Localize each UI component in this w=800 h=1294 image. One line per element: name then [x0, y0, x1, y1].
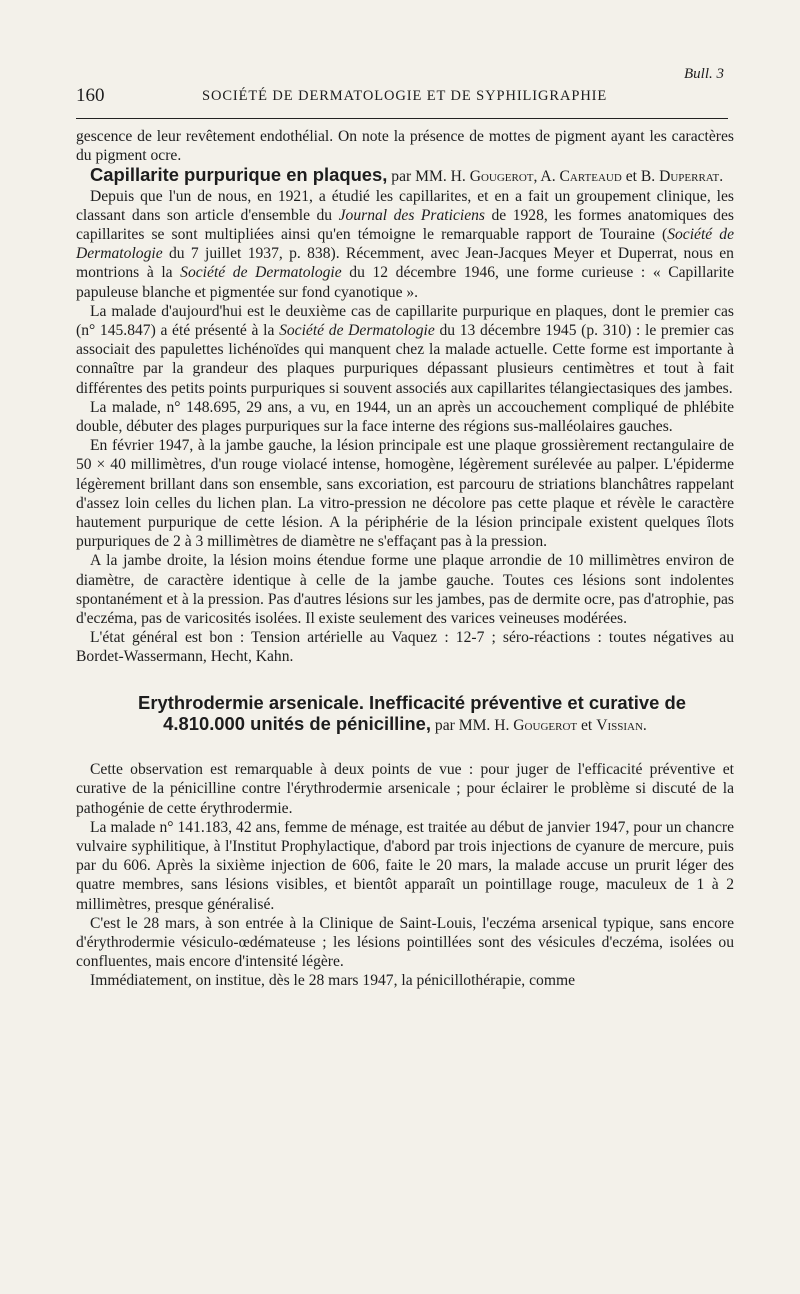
article1-title: Capillarite purpurique en plaques, — [90, 164, 388, 186]
text-run: du 7 juillet 1937, p. 838). Récemment, avec Jean-Jacques Meyer et Duperrat, nous en montrions à la — [76, 245, 734, 282]
article1-sep2: et B. — [625, 168, 656, 186]
article1-author3: Duperrat — [659, 168, 720, 186]
article1-author1: Gougerot — [469, 168, 534, 186]
article2-sep1: et — [581, 716, 593, 734]
article1-author2: Carteaud — [559, 168, 622, 186]
article2-authors-prefix: par MM. H. — [434, 716, 510, 734]
article1-end: . — [719, 168, 724, 186]
text-run: de 1928, les formes anatomiques des capillarites se sont multipliées ainsi qu'en témoigne le remarquable rapport de Touraine ( — [76, 206, 734, 244]
running-title: SOCIÉTÉ DE DERMATOLOGIE ET DE SYPHILIGRAPHIE — [202, 88, 608, 104]
article1-paragraph-2 — [76, 302, 734, 398]
intro-paragraph: gescence de leur revêtement endothélial. On note la présence de mottes de pigment ayant les caractères du pigment ocre. — [76, 128, 734, 165]
bulletin-annotation: Bull. 3 — [684, 66, 724, 82]
article2-paragraph-3: C'est le 28 mars, à son entrée à la Clinique de Saint-Louis, l'eczéma arsenical typique, sans encore d'érythrodermie vésiculo-œdémateuse ; les lésions pointillées sont des vésicules d'eczéma, isolées ou confluentes, mais encore d'intensité légère. — [76, 914, 734, 971]
text-run: du 12 décembre 1946, une forme curieuse : « Capillarite papuleuse blanche et pigmentée sur fond cyanotique ». — [76, 264, 735, 301]
article2-title-line2: 4.810.000 unités de pénicilline, — [163, 712, 431, 734]
header-rule — [76, 118, 728, 119]
text-run: La malade d'aujourd'hui est le deuxième cas de capillarite purpurique en plaques, dont le premier cas (n° 145.847) a été présenté à la — [76, 302, 734, 340]
page-body — [76, 127, 734, 991]
article1-paragraph-6: L'état général est bon : Tension artérielle au Vaquez : 12-7 ; séro-réactions : toutes négatives au Bordet-Wassermann, Hecht, Kahn. — [76, 629, 734, 666]
article2-author1: Gougerot — [513, 716, 578, 734]
article2-paragraph-4: Immédiatement, on institue, dès le 28 mars 1947, la pénicillothérapie, comme — [90, 972, 576, 990]
journal-name: Journal des Praticiens — [338, 206, 485, 224]
journal-name: Société de Dermatologie — [180, 264, 342, 282]
page-number: 160 — [76, 85, 105, 106]
article1-authors-prefix: par MM. H. — [391, 168, 466, 186]
article2-paragraph-1: Cette observation est remarquable à deux points de vue : pour juger de l'efficacité préventive et curative de la pénicilline contre l'érythrodermie arsenicale ; pour éclairer le problème si discuté de la pathogénie de cette érythrodermie. — [76, 761, 734, 817]
article2-author2: Vissian — [596, 716, 643, 734]
article1-paragraph-4: En février 1947, à la jambe gauche, la lésion principale est une plaque grossièrement rectangulaire de 50 × 40 millimètres, d'un rouge violacé intense, homogène, légèrement surélevée au palper. L'épiderme légèrement brillant dans son ensemble, sans excoriation, est parcouru de striations blanchâtres rappelant d'assez loin celles du lichen plan. La vitro-pression ne décolore pas cette plaque et révèle le caractère hautement purpurique de cette lésion. A la périphérie de la lésion principale existent quelques îlots purpuriques de 2 à 3 millimètres de diamètre ne s'effaçant pas à la pression. — [76, 437, 734, 551]
article2-heading — [76, 693, 734, 735]
journal-name: Société de Dermatologie — [76, 226, 734, 263]
article1-paragraph-3: La malade, n° 148.695, 29 ans, a vu, en 1944, un an après un accouchement compliqué de phlébite double, débuter des plages purpuriques sur la face interne des régions sus-malléolaires gauches. — [76, 398, 734, 436]
article2-paragraph-2: La malade n° 141.183, 42 ans, femme de ménage, est traitée au début de janvier 1947, pour un chancre vulvaire syphilitique, à l'Institut Prophylactique, d'abord par trois injections de cyanure de mercure, puis par du 606. Après la sixième injection de 606, faite le 20 mars, la malade accuse un prurit léger des quatre membres, sans lésions visibles, et bientôt apparaît un pointillage rouge, maculeux de 1 à 2 millimètres, presque généralisé. — [76, 818, 734, 913]
article1-heading — [76, 165, 734, 186]
article1-paragraph-1 — [76, 187, 734, 302]
text-run: Depuis que l'un de nous, en 1921, a étudié les capillarites, et en a fait un groupement clinique, les classant dans son article d'ensemble du — [76, 187, 734, 224]
article2-end: . — [642, 716, 647, 734]
text-run: du 13 décembre 1945 (p. 310) : le premier cas associait des papulettes lichénoïdes qui manquent chez la malade actuelle. Cette forme est importante à connaître par la grandeur des plaques purpuriques dépassant plusieurs centimètres et tout à fait différentes des petits points purpuriques si souvent associés aux capillarites télangiectasiques des jambes. — [76, 322, 735, 397]
article2-title-line1: Erythrodermie arsenicale. Inefficacité préventive et curative de — [138, 691, 686, 713]
article1-sep1: , A. — [533, 168, 556, 186]
article1-paragraph-5: A la jambe droite, la lésion moins étendue forme une plaque arrondie de 10 millimètres environ de diamètre, de caractère identique à celle de la jambe gauche. Toutes ces lésions sont indolentes spontanément et à la pression. Pas d'autres lésions sur les jambes, pas de dermite ocre, pas d'atrophie, pas d'eczéma, pas de varicosités isolées. Il existe seulement des varices veineuses modérées. — [76, 552, 734, 628]
journal-name: Société de Dermatologie — [279, 322, 435, 340]
